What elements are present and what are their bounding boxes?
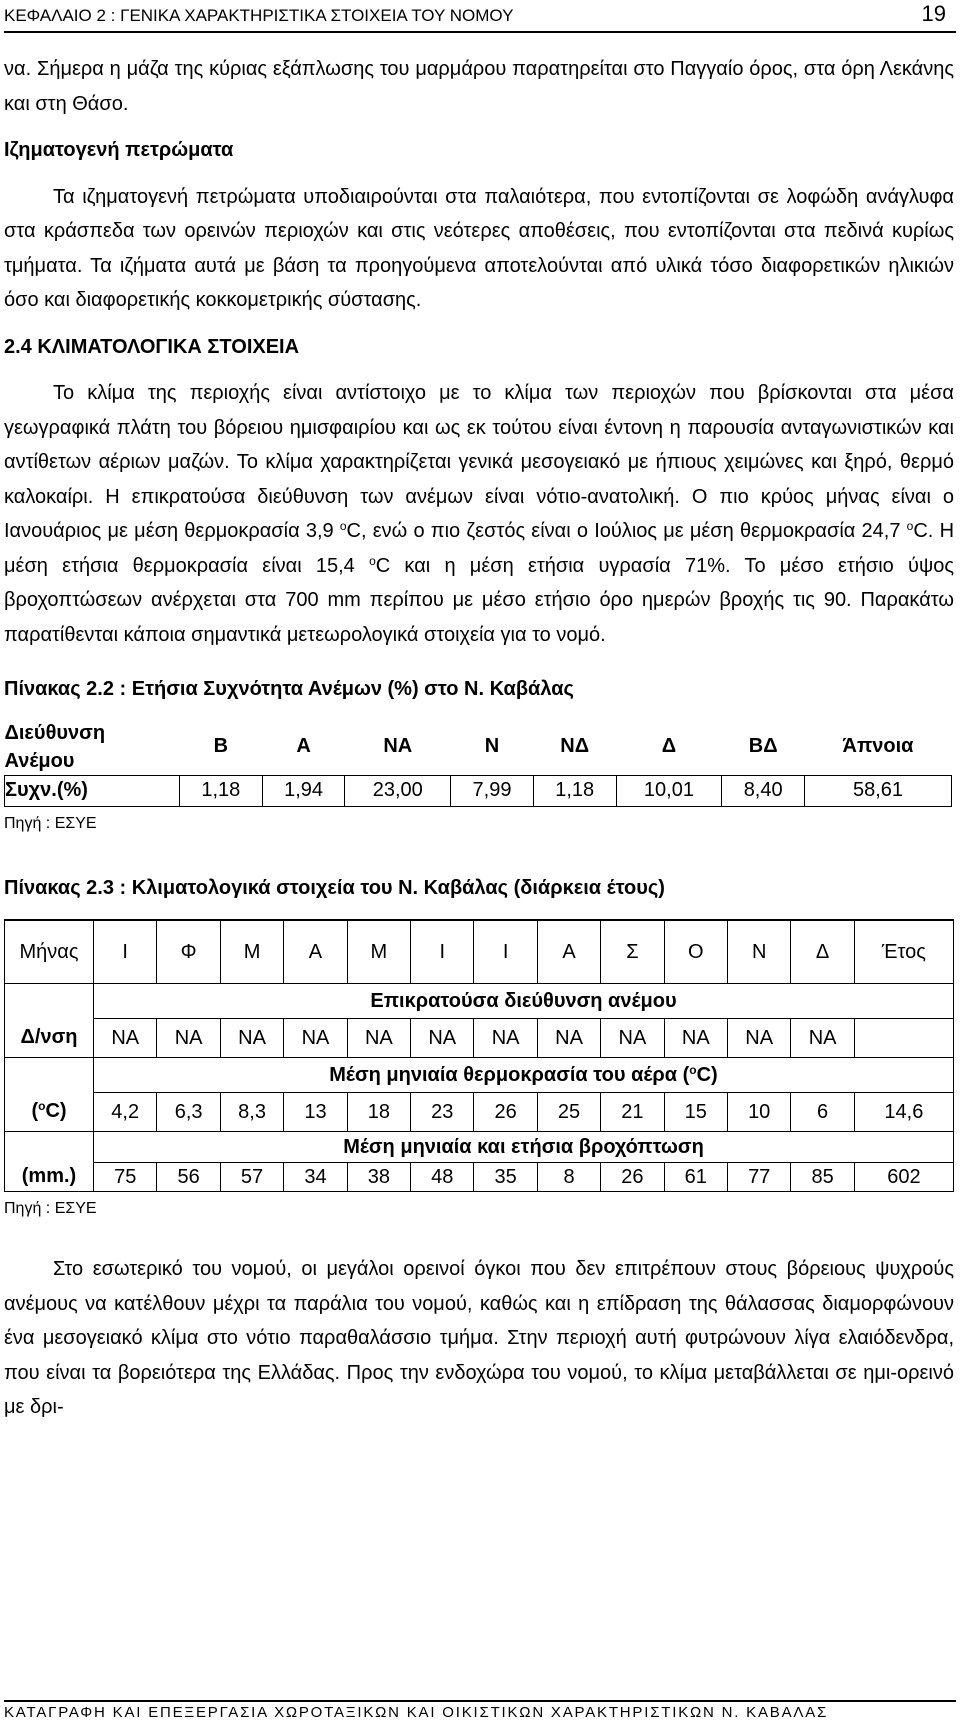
table-row [5, 920, 954, 984]
table2-source: Πηγή : ΕΣΥΕ [4, 1200, 97, 1217]
table-cell: ΝΑ [728, 1019, 791, 1058]
table-cell: Α [296, 735, 311, 757]
table-cell: 21 [601, 1093, 664, 1132]
table-cell: 13 [284, 1093, 347, 1132]
table-cell: Ι [411, 920, 474, 984]
table-cell: Β [213, 735, 229, 757]
table-cell: 10,01 [616, 775, 722, 806]
table-row [5, 1132, 954, 1163]
paragraph-climate: Το κλίμα της περιοχής είναι αντίστοιχο με το κλίμα των περιοχών που βρίσκονται στα μέσα γεωγραφικά πλάτη του βόρειου ημισφαιρίου και ως εκ τούτου είναι έντονη η παρουσία ανταγωνιστικών και αντίθετων αέριων μαζών. Το κλίμα χαρακτηρίζεται γενικά μεσογειακό με ήπιους χειμώνες και ξηρό, θερμό καλοκαίρι. Η επικρατούσα διεύθυνση των ανέμων είναι νότιο-ανατολική. Ο πιο κρύος μήνας είναι ο Ιανουάριος με μέση θερμοκρασία 3,9 $^o$C, ενώ ο πιο ζεστός είναι ο Ιούλιος με μέση θερμοκρασία 24,7 $^o$C. Η μέση ετήσια θερμοκρασία είναι 15,4 $^o$C και η μέση ετήσια υγρασία 71%. Το μέσο ετήσιο ύψος βροχοπτώσεων ανέρχεται στα 700 mm περίπου με μέσο ετήσιο όρο ημερών βροχής τις 90. Παρακάτω παρατίθενται κάποια σημαντικά μετεωρολογικά στοιχεία για το νομό. [4, 382, 955, 646]
table-cell: 1,18 [180, 775, 263, 806]
table-cell: Δ [791, 920, 854, 984]
table-row-label: Συχν.(%) [5, 775, 180, 806]
table-cell: 23,00 [345, 775, 451, 806]
table-cell: 1,18 [533, 775, 616, 806]
table-cell: Ο [664, 920, 727, 984]
table-cell: ΝΑ [664, 1019, 727, 1058]
table-row [5, 1058, 954, 1093]
table-cell: 56 [157, 1163, 220, 1192]
degree-sup: o [369, 553, 376, 568]
table-cell: ΝΑ [157, 1019, 220, 1058]
table-row-label: Δ/νση [5, 1019, 94, 1058]
table-cell: ΝΑ [474, 1019, 537, 1058]
table-cell: 35 [474, 1163, 537, 1192]
table-cell: Έτος [854, 920, 953, 984]
section-title-wind: Επικρατούσα διεύθυνση ανέμου [94, 984, 954, 1019]
table-cell: 602 [854, 1163, 953, 1192]
table-cell: 8,40 [722, 775, 805, 806]
table-header-label: Διεύθυνση [4, 721, 106, 744]
table-header-label: Ανέμου [4, 749, 75, 772]
table-cell: 85 [791, 1163, 854, 1192]
table-cell: 25 [537, 1093, 600, 1132]
table1-source: Πηγή : ΕΣΥΕ [4, 814, 97, 832]
section-title-rainfall: Μέση μηνιαία και ετήσια βροχόπτωση [94, 1132, 954, 1163]
table-cell: 23 [411, 1093, 474, 1132]
page-content [4, 52, 954, 1425]
table-cell: 61 [664, 1163, 727, 1192]
table-cell: Μ [347, 920, 410, 984]
table-cell: Α [537, 920, 600, 984]
table-cell: ΝΑ [94, 1019, 157, 1058]
table-cell: Ι [94, 920, 157, 984]
table-cell: 1,94 [262, 775, 345, 806]
table-cell [854, 1019, 953, 1058]
page-header [4, 0, 956, 33]
table-row-label: Μήνας [5, 920, 94, 984]
chapter-title: ΚΕΦΑΛΑΙΟ 2 : ΓΕΝΙΚΑ ΧΑΡΑΚΤΗΡΙΣΤΙΚΑ ΣΤΟΙΧΕΙΑ ΤΟΥ ΝΟΜΟΥ [4, 6, 514, 25]
page-number: 19 [921, 1, 946, 26]
table-row-label: (mm.) [5, 1163, 94, 1192]
table-cell: 75 [94, 1163, 157, 1192]
degree-sup: o [339, 519, 347, 533]
table-row-label: ($^o$C) [5, 1093, 94, 1132]
paragraph-sedimentary: Τα ιζηματογενή πετρώματα υποδιαιρούνται στα παλαιότερα, που εντοπίζονται σε λοφώδη ανάγλυφα στα κράσπεδα των ορεινών περιοχών και στις νεότερες αποθέσεις, που εντοπίζονται στα πεδινά κυρίως τμήματα. Τα ιζήματα αυτά με βάση τα προηγούμενα αποτελούνται από υλικά τόσο διαφορετικών ηλικιών όσο και διαφορετικής κοκκομετρικής σύστασης. [4, 185, 954, 311]
table-cell: 18 [347, 1093, 410, 1132]
table-cell: 4,2 [94, 1093, 157, 1132]
table-cell: 14,6 [854, 1093, 953, 1132]
table-cell: 58,61 [805, 775, 952, 806]
table-cell: Άπνοια [842, 735, 914, 757]
table2-caption: Πίνακας 2.3 : Κλιματολογικά στοιχεία του Ν. Καβάλας (διάρκεια έτους) [4, 876, 665, 899]
table-cell: Φ [157, 920, 220, 984]
table-cell: Σ [601, 920, 664, 984]
table-row [5, 1093, 954, 1132]
table-cell: 34 [284, 1163, 347, 1192]
table-cell: 6,3 [157, 1093, 220, 1132]
section-title-climate: 2.4 ΚΛΙΜΑΤΟΛΟΓΙΚΑ ΣΤΟΙΧΕΙΑ [4, 335, 300, 358]
table-cell: Ν [728, 920, 791, 984]
table-cell: ΒΔ [748, 735, 778, 757]
table-cell: ΝΑ [791, 1019, 854, 1058]
table-cell: Δ [661, 735, 677, 757]
table-cell: ΝΑ [601, 1019, 664, 1058]
table-cell: 6 [791, 1093, 854, 1132]
table-cell: 57 [220, 1163, 283, 1192]
table-cell: ΝΑ [284, 1019, 347, 1058]
climate-table [4, 919, 954, 1192]
table-row [5, 775, 952, 806]
table-row [5, 719, 952, 748]
table-cell: 7,99 [451, 775, 534, 806]
table-cell: 10 [728, 1093, 791, 1132]
table-cell: ΝΑ [411, 1019, 474, 1058]
table-cell: 26 [601, 1163, 664, 1192]
table-cell: Α [284, 920, 347, 984]
table-row [5, 984, 954, 1019]
table-cell: ΝΑ [347, 1019, 410, 1058]
table-cell: Ν [484, 735, 500, 757]
table-cell: ΝΑ [220, 1019, 283, 1058]
wind-frequency-table [4, 719, 952, 807]
table1-caption: Πίνακας 2.2 : Ετήσια Συχνότητα Ανέμων (%) στο Ν. Καβάλας [4, 678, 574, 700]
table-cell: 8 [537, 1163, 600, 1192]
table-cell: 8,3 [220, 1093, 283, 1132]
paragraph-marble: να. Σήμερα η μάζα της κύριας εξάπλωσης του μαρμάρου παρατηρείται στο Παγγαίο όρος, στα όρη Λεκάνης και στη Θάσο. [4, 58, 954, 115]
table-cell: Ι [474, 920, 537, 984]
table-cell: 38 [347, 1163, 410, 1192]
table-cell: Μ [220, 920, 283, 984]
paragraph-interior: Στο εσωτερικό του νομού, οι μεγάλοι ορεινοί όγκοι που δεν επιτρέπουν στους βόρειους ψυχρούς ανέμους να κατέλθουν μέχρι τα παράλια του νομού, καθώς και η επίδραση της θάλασσας διαμορφώνουν ένα μεσογειακό κλίμα στο νότιο παραθαλάσσιο τμήμα. Στην περιοχή αυτή φυτρώνουν λίγα ελαιόδενδρα, που είναι τα βορειότερα της Ελλάδας. Προς την ενδοχώρα του νομού, το κλίμα μεταβάλλεται σε ημι-ορεινό με δρι- [4, 1258, 954, 1418]
page-footer: ΚΑΤΑΓΡΑΦΗ ΚΑΙ ΕΠΕΞΕΡΓΑΣΙΑ ΧΩΡΟΤΑΞΙΚΩΝ ΚΑΙ ΟΙΚΙΣΤΙΚΩΝ ΧΑΡΑΚΤΗΡΙΣΤΙΚΩΝ Ν. ΚΑΒΑΛΑΣ [4, 1700, 956, 1721]
table-row [5, 1019, 954, 1058]
subheading-sedimentary: Ιζηματογενή πετρώματα [4, 139, 234, 161]
table-cell: 77 [728, 1163, 791, 1192]
table-cell: ΝΑ [383, 735, 413, 757]
table-row [5, 1163, 954, 1192]
section-title-temperature: Μέση μηνιαία θερμοκρασία του αέρα ($^o$C) [94, 1058, 954, 1093]
table-cell: 15 [664, 1093, 727, 1132]
table-cell: ΝΔ [560, 735, 590, 757]
degree-sup: o [906, 519, 914, 533]
table-cell: 26 [474, 1093, 537, 1132]
table-cell: ΝΑ [537, 1019, 600, 1058]
table-cell: 48 [411, 1163, 474, 1192]
